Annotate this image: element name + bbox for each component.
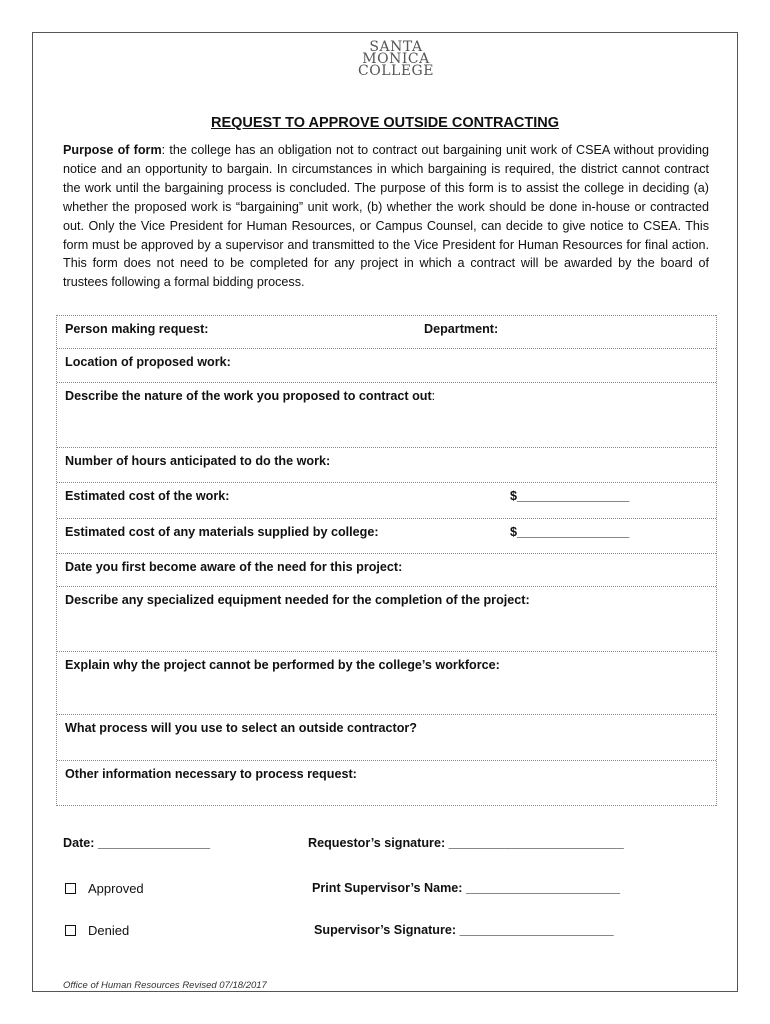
materials-blank: $________________ xyxy=(510,525,630,539)
purpose-label: Purpose of form xyxy=(63,143,162,157)
field-row-cost[interactable] xyxy=(57,482,716,518)
equipment-label: Describe any specialized equipment needed for the completion of the project: xyxy=(65,593,530,607)
print-supervisor-name-field[interactable]: Print Supervisor’s Name: ______________________ xyxy=(312,881,621,895)
denied-option[interactable] xyxy=(65,923,129,938)
denied-label: Denied xyxy=(88,923,130,938)
logo-line-2: MONICA xyxy=(362,51,430,67)
footer-revision: Office of Human Resources Revised 07/18/2017 xyxy=(63,980,267,991)
field-row-other[interactable] xyxy=(57,760,716,806)
location-label: Location of proposed work: xyxy=(65,355,231,369)
requestor-signature-field[interactable]: Requestor’s signature: _________________________ xyxy=(308,836,624,850)
supervisor-signature-field[interactable]: Supervisor’s Signature: ______________________ xyxy=(314,923,614,937)
materials-label: Estimated cost of any materials supplied by college: xyxy=(65,525,379,539)
approved-label: Approved xyxy=(88,881,144,896)
field-row-person[interactable] xyxy=(57,315,716,348)
describe-label-text: Describe the nature of the work you proposed to contract out xyxy=(65,389,432,403)
explain-label: Explain why the project cannot be performed by the college’s workforce: xyxy=(65,658,500,672)
purpose-paragraph xyxy=(63,141,709,292)
field-row-process[interactable] xyxy=(57,714,716,760)
cost-label: Estimated cost of the work: xyxy=(65,489,230,503)
approved-option[interactable] xyxy=(65,881,144,896)
college-logo xyxy=(351,41,441,77)
field-row-describe[interactable] xyxy=(57,382,716,447)
form-fields xyxy=(56,315,717,806)
field-row-aware[interactable] xyxy=(57,553,716,586)
other-label: Other information necessary to process request: xyxy=(65,767,357,781)
person-label: Person making request: xyxy=(65,322,209,336)
describe-label xyxy=(65,389,435,403)
field-row-explain[interactable] xyxy=(57,651,716,714)
form-page xyxy=(32,32,738,992)
field-row-hours[interactable] xyxy=(57,447,716,482)
field-row-materials[interactable] xyxy=(57,518,716,553)
logo-line-3: COLLEGE xyxy=(358,63,434,79)
hours-label: Number of hours anticipated to do the work: xyxy=(65,454,331,468)
denied-checkbox[interactable] xyxy=(65,925,76,936)
field-row-equipment[interactable] xyxy=(57,586,716,651)
approved-checkbox[interactable] xyxy=(65,883,76,894)
logo-line-1: SANTA xyxy=(369,39,423,55)
date-field[interactable]: Date: ________________ xyxy=(63,836,211,850)
purpose-text: : the college has an obligation not to contract out bargaining unit work of CSEA without providing notice and an opportunity to bargain. In circumstances in which bargaining is required, the district cannot contract the work until the bargaining process is concluded. The purpose of this form is to assist the college in deciding (a) whether the proposed work is “bargaining” unit work, (b) whether the work should be done in-house or contracted out. Only the Vice President for Human Resources, or Campus Counsel, can decide to give notice to CSEA. This form must be approved by a supervisor and transmitted to the Vice President for Human Resources for final action. This form does not need to be completed for any project in which a contract will be awarded by the board of trustees following a formal bidding process. xyxy=(63,143,709,290)
process-label: What process will you use to select an outside contractor? xyxy=(65,721,417,735)
form-title: REQUEST TO APPROVE OUTSIDE CONTRACTING xyxy=(210,115,560,131)
field-row-location[interactable] xyxy=(57,348,716,382)
aware-label: Date you first become aware of the need for this project: xyxy=(65,560,403,574)
department-label: Department: xyxy=(424,322,499,336)
describe-colon: : xyxy=(431,389,436,403)
cost-blank: $________________ xyxy=(510,489,630,503)
